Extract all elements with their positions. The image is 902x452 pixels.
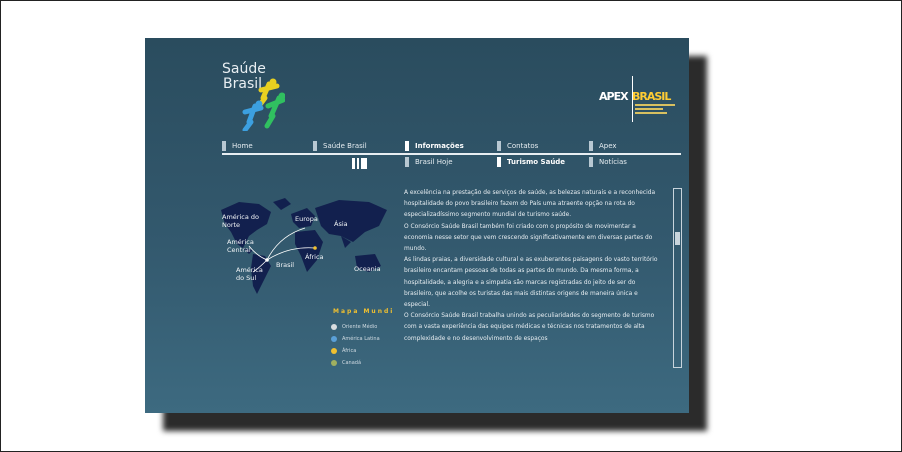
apex-brasil-word: BRASIL (632, 90, 671, 103)
nav-apex[interactable] (589, 140, 617, 152)
logo-figures-icon (235, 76, 285, 131)
nav-label: Saúde Brasil (323, 142, 367, 150)
nav-label: Notícias (599, 158, 627, 166)
apex-logo[interactable] (597, 72, 677, 124)
nav-label: Brasil Hoje (415, 158, 453, 166)
article-paragraph: A excelência na prestação de serviços de saúde, as belezas naturais e a reconhecida hospitalidade do povo brasileiro fazem do País uma atraente opção na rota do especializadíssimo segmento mundial de turismo saúde. (404, 190, 656, 219)
apex-word: APEX (599, 90, 628, 103)
legend-dot (331, 336, 337, 342)
nav-informacoes[interactable] (405, 140, 464, 152)
article-paragraph: O Consórcio Saúde Brasil trabalha unindo as peculiaridades do segmento de turismo com a vasta experiência das equipes médicas e técnicas nos tratamentos de alta complexidade e no desenvolvimento de espaços (404, 313, 655, 342)
nav-label: Turismo Saúde (507, 158, 566, 166)
text-scrollbar[interactable] (673, 188, 682, 368)
map-label-asia: Ásia (334, 220, 348, 228)
nav-marker (405, 157, 409, 167)
site-panel (145, 38, 689, 413)
legend-item[interactable] (331, 322, 377, 332)
nav-label: Contatos (507, 142, 539, 150)
article-text (404, 188, 664, 345)
legend-label: África (342, 348, 357, 354)
logo-line-2: Brasil (223, 76, 263, 92)
nav-home[interactable] (222, 140, 253, 152)
legend-dot (331, 324, 337, 330)
article-paragraph: O Consórcio Saúde Brasil também foi criado com o propósito de movimentar a economia nesse setor que vem crescendo significativamente em diversas partes do mundo. (404, 223, 653, 253)
logo-line-1: Saúde (222, 61, 266, 77)
scrollbar-thumb[interactable] (675, 232, 680, 245)
map-label-europa: Europa (295, 215, 318, 223)
legend-label: América Latina (342, 336, 380, 342)
map-label-america-central: América Central (227, 238, 254, 254)
nav-marker (313, 141, 317, 151)
nav-label: Apex (599, 142, 617, 150)
legend-item[interactable] (331, 346, 356, 356)
nav-marker (497, 141, 501, 151)
map-label-america-norte: América do Norte (222, 213, 259, 229)
nav-turismo-saude[interactable] (497, 156, 565, 168)
nav-marker (405, 141, 409, 151)
legend-item[interactable] (331, 358, 361, 368)
legend-dot (331, 360, 337, 366)
map-label-brasil: Brasil (276, 261, 295, 269)
nav-rule (222, 153, 681, 155)
legend-label: Canadá (342, 360, 362, 366)
nav-label: Home (232, 142, 253, 150)
nav-marker (222, 141, 226, 151)
nav-brasil-hoje[interactable] (405, 156, 453, 168)
article-paragraph: As lindas praias, a diversidade cultural e as exuberantes paisagens do vasto território brasileiro encantam pessoas de todas as partes do mundo. Da mesma forma, a hospitalidade, a alegria e a simpatia são marcas registradas do jeito de ser do brasileiro, que acolhe os turistas das mais distintas origens de maneira única e especial. (404, 257, 658, 309)
nav-marker (589, 141, 593, 151)
submenu-indicator-icon (352, 158, 370, 169)
map-label-america-sul: América do Sul (236, 266, 263, 282)
nav-contatos[interactable] (497, 140, 538, 152)
legend-title: Mapa Mundi (333, 308, 395, 315)
legend-dot (331, 348, 337, 354)
nav-marker (589, 157, 593, 167)
nav-noticias[interactable] (589, 156, 627, 168)
nav-label: Informações (415, 142, 464, 150)
legend-label: Oriente Médio (342, 324, 378, 330)
nav-marker (497, 157, 501, 167)
map-label-africa: África (305, 253, 324, 261)
legend-item[interactable] (331, 334, 380, 344)
nav-saude-brasil[interactable] (313, 140, 367, 152)
map-label-oceania: Oceania (354, 265, 381, 273)
apex-tagline-lines (635, 104, 675, 118)
